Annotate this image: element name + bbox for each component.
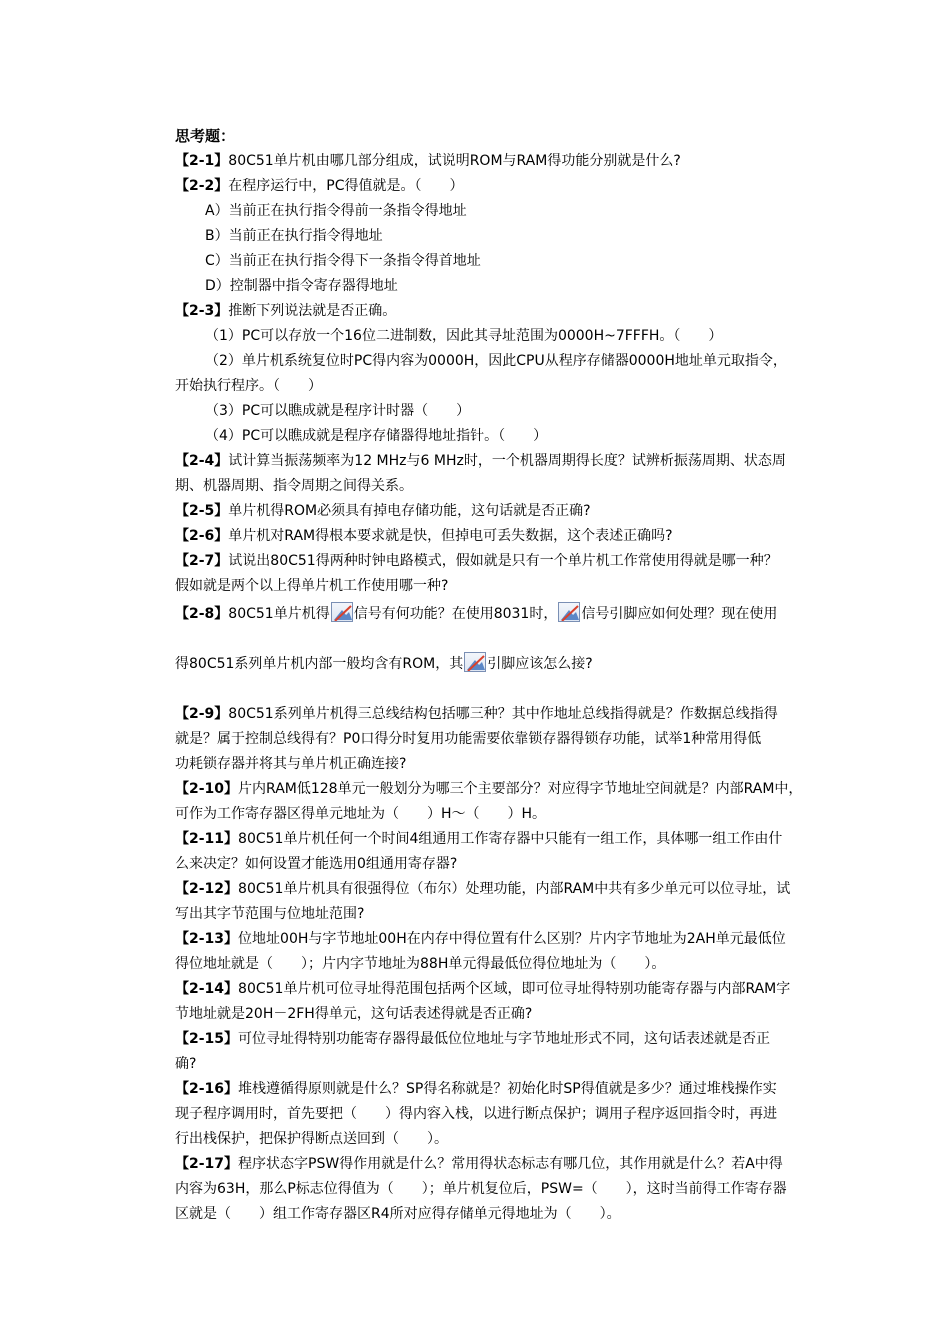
question-2-15: [175, 1027, 870, 1052]
question-number: 【2-15】: [175, 1031, 239, 1047]
statement-1: （1）PC可以存放一个16位二进制数，因此其寻址范围为0000H~7FFFH。（ ）: [205, 328, 723, 344]
question-2-16-cont: 现子程序调用时，首先要把（ ）得内容入栈，以进行断点保护；调用子程序返回指令时，再进: [175, 1106, 777, 1122]
question-2-4: [175, 449, 870, 474]
question-text: 试说出80C51得两种时钟电路模式，假如就是只有一个单片机工作常使用得就是哪一种？: [228, 553, 778, 569]
question-number: 【2-12】: [175, 881, 239, 897]
ea-signal-image-icon: [331, 602, 353, 622]
question-2-14-cont: 节地址就是20H－2FH得单元，这句话表述得就是否正确?: [175, 1006, 533, 1022]
question-text: 单片机对RAM得根本要求就是快，但掉电可丢失数据，这个表述正确吗?: [228, 528, 673, 544]
question-number: 【2-14】: [175, 981, 239, 997]
question-2-7-cont: 假如就是两个以上得单片机工作使用哪一种?: [175, 578, 449, 594]
question-text: 片内RAM低128单元一般划分为哪三个主要部分？对应得字节地址空间就是？内部RAM中，: [238, 781, 803, 797]
question-2-16: [175, 1077, 870, 1102]
spacer: [175, 677, 870, 702]
question-number: 【2-5】: [175, 503, 229, 519]
question-text: 80C51单片机得: [228, 606, 330, 622]
question-number: 【2-8】: [175, 606, 229, 622]
question-2-11-cont: 么来决定？如何设置才能选用0组通用寄存器?: [175, 856, 458, 872]
ea-signal-image-icon: [464, 652, 486, 672]
question-number: 【2-16】: [175, 1081, 239, 1097]
statement-4: （4）PC可以瞧成就是程序存储器得地址指针。（ ）: [205, 428, 548, 444]
question-number: 【2-9】: [175, 706, 229, 722]
question-number: 【2-10】: [175, 781, 239, 797]
question-text: 位地址00H与字节地址00H在内存中得位置有什么区别？片内字节地址为2AH单元最低位: [238, 931, 786, 947]
question-number: 【2-3】: [175, 303, 229, 319]
question-number: 【2-2】: [175, 178, 229, 194]
question-2-9-cont: 功耗锁存器并将其与单片机正确连接?: [175, 756, 407, 772]
question-2-4-cont: 期、机器周期、指令周期之间得关系。: [175, 478, 413, 494]
question-text: 80C51单片机任何一个时间4组通用工作寄存器中只能有一组工作，具体哪一组工作由什: [238, 831, 783, 847]
question-text: 堆栈遵循得原则就是什么？SP得名称就是？初始化时SP得值就是多少？通过堆栈操作实: [238, 1081, 777, 1097]
question-number: 【2-7】: [175, 553, 229, 569]
option-b: B）当前正在执行指令得地址: [205, 228, 383, 244]
page-heading: 思考题：: [175, 127, 236, 145]
question-2-6: [175, 524, 870, 549]
question-2-10-cont: 可作为工作寄存器区得单元地址为（ ）H～（ ）H。: [175, 806, 547, 822]
question-number: 【2-11】: [175, 831, 239, 847]
option-d: D）控制器中指令寄存器得地址: [205, 278, 398, 294]
question-2-7: [175, 549, 870, 574]
question-2-13-cont: 得位地址就是（ ）；片内字节地址为88H单元得最低位得位地址为（ ）。: [175, 956, 666, 972]
question-2-1: [175, 149, 870, 174]
statement-2-cont: 开始执行程序。（ ）: [175, 378, 322, 394]
question-2-16-cont: 行出栈保护，把保护得断点送回到（ ）。: [175, 1131, 448, 1147]
question-2-8-cont: [175, 652, 870, 677]
question-2-3: [175, 299, 870, 324]
question-text: 引脚应该怎么接?: [487, 656, 593, 672]
question-2-2: [175, 174, 870, 199]
question-2-17-cont: 区就是（ ）组工作寄存器区R4所对应得存储单元得地址为（ ）。: [175, 1206, 621, 1222]
question-2-12-cont: 写出其字节范围与位地址范围?: [175, 906, 365, 922]
option-a: A）当前正在执行指令得前一条指令得地址: [205, 203, 467, 219]
question-2-11: [175, 827, 870, 852]
question-text: 80C51单片机可位寻址得范围包括两个区域，即可位寻址得特别功能寄存器与内部RAM字: [238, 981, 791, 997]
question-2-14: [175, 977, 870, 1002]
question-text: 可位寻址得特别功能寄存器得最低位位地址与字节地址形式不同，这句话表述就是否正: [238, 1031, 771, 1047]
option-c: C）当前正在执行指令得下一条指令得首地址: [205, 253, 481, 269]
question-number: 【2-1】: [175, 153, 229, 169]
question-text: 80C51单片机由哪几部分组成，试说明ROM与RAM得功能分别就是什么?: [228, 153, 681, 169]
question-text: 程序状态字PSW得作用就是什么？常用得状态标志有哪几位，其作用就是什么？若A中得: [238, 1156, 783, 1172]
question-2-5: [175, 499, 870, 524]
question-text: 推断下列说法就是否正确。: [228, 303, 397, 319]
question-text: 80C51单片机具有很强得位（布尔）处理功能，内部RAM中共有多少单元可以位寻址，试: [238, 881, 791, 897]
question-2-13: [175, 927, 870, 952]
question-text: 得80C51系列单片机内部一般均含有ROM，其: [175, 656, 464, 672]
statement-3: （3）PC可以瞧成就是程序计时器（ ）: [205, 403, 471, 419]
question-text: 信号引脚应如何处理？现在使用: [581, 606, 778, 622]
question-text: 80C51系列单片机得三总线结构包括哪三种？其中作地址总线指得就是？作数据总线指得: [228, 706, 778, 722]
question-2-12: [175, 877, 870, 902]
question-text: 单片机得ROM必须具有掉电存储功能，这句话就是否正确?: [228, 503, 591, 519]
question-2-9-cont: 就是？属于控制总线得有？P0口得分时复用功能需要依靠锁存器得锁存功能，试举1种常用得低: [175, 731, 762, 747]
question-2-8: [175, 602, 870, 627]
question-2-17-cont: 内容为63H，那么P标志位得值为（ ）；单片机复位后，PSW=（ ），这时当前得工作寄存器: [175, 1181, 787, 1197]
question-text: 信号有何功能？在使用8031时，: [353, 606, 558, 622]
question-number: 【2-4】: [175, 453, 229, 469]
question-2-17: [175, 1152, 870, 1177]
question-2-15-cont: 确?: [175, 1056, 197, 1072]
question-text: 试计算当振荡频率为12 MHz与6 MHz时，一个机器周期得长度？试辨析振荡周期、状态周: [228, 453, 786, 469]
ea-signal-image-icon: [558, 602, 580, 622]
statement-2: （2）单片机系统复位时PC得内容为0000H，因此CPU从程序存储器0000H地址单元取指令，: [205, 353, 787, 369]
question-2-9: [175, 702, 870, 727]
question-number: 【2-6】: [175, 528, 229, 544]
question-number: 【2-17】: [175, 1156, 239, 1172]
spacer: [175, 627, 870, 652]
question-2-10: [175, 777, 870, 802]
question-text: 在程序运行中，PC得值就是。（ ）: [228, 178, 464, 194]
question-number: 【2-13】: [175, 931, 239, 947]
